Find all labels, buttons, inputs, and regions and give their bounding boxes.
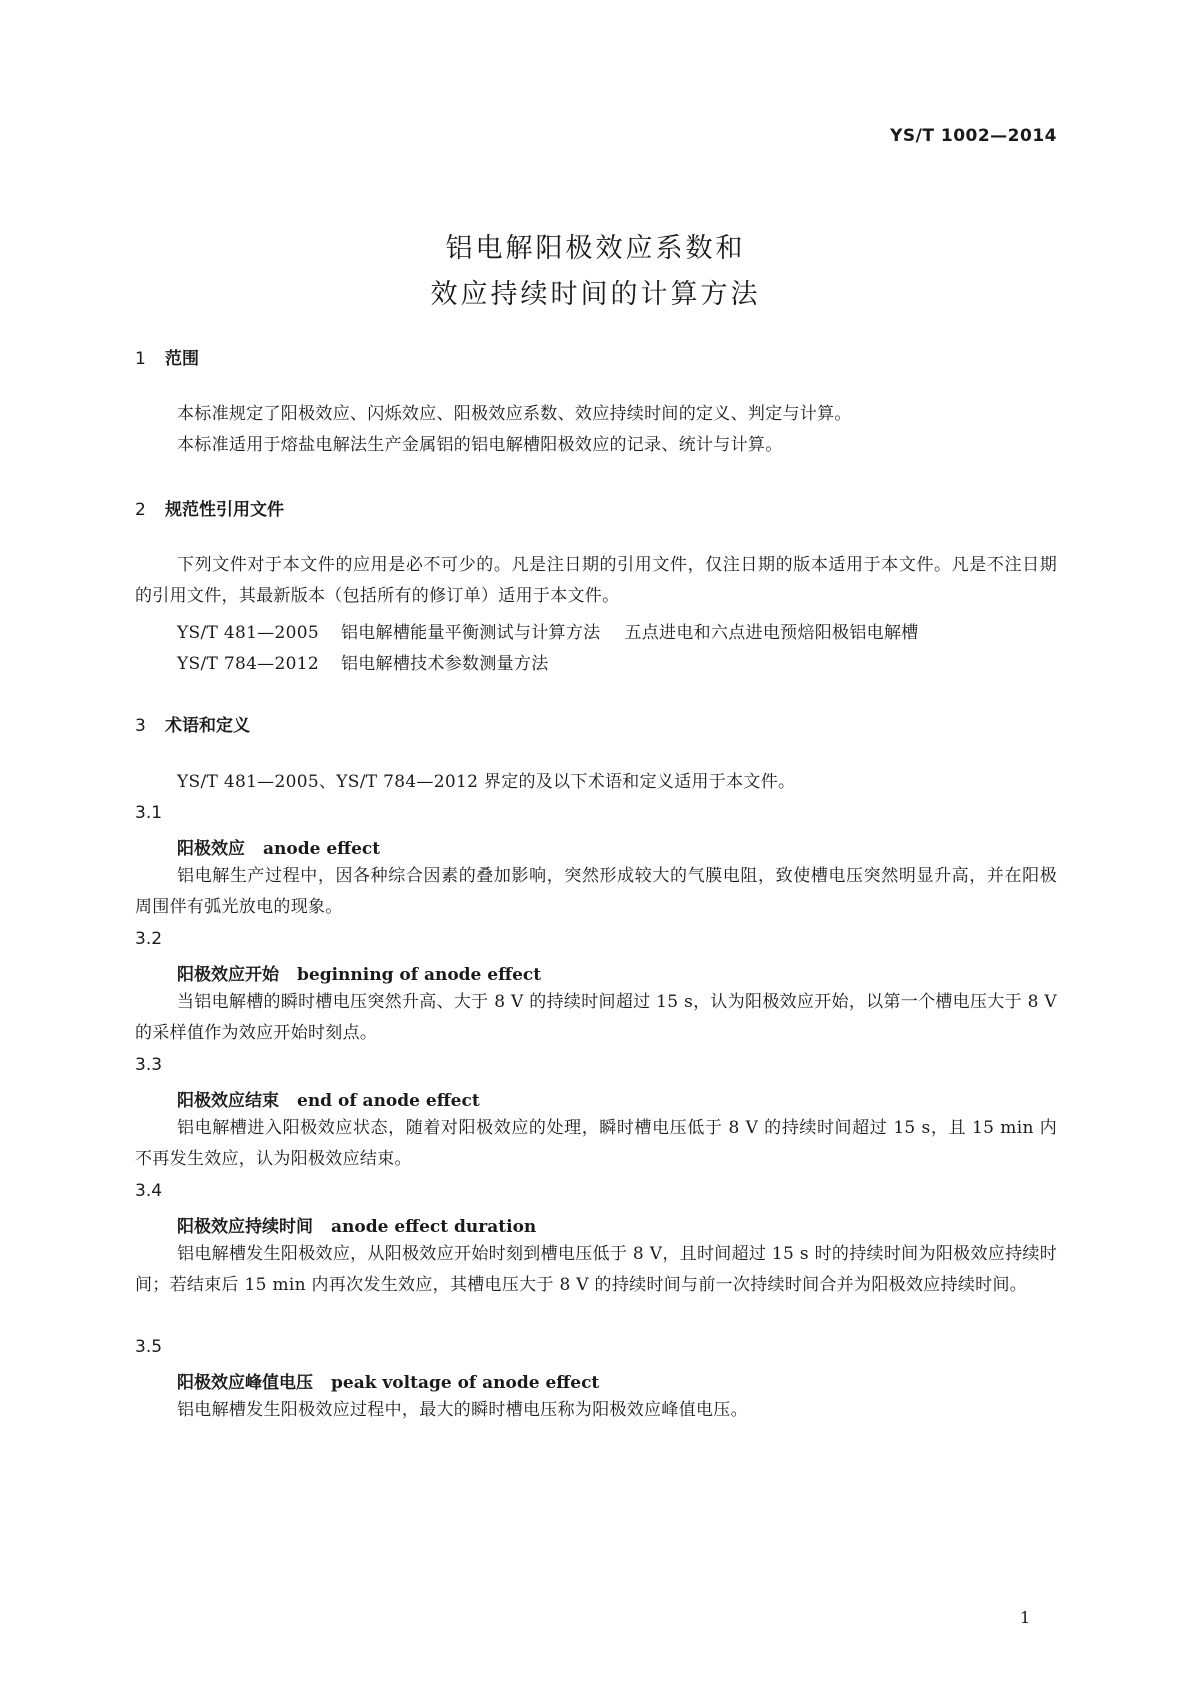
term-en: anode effect — [263, 839, 381, 859]
term-heading — [177, 1086, 480, 1111]
normative-reference — [177, 618, 919, 643]
term-heading — [177, 834, 380, 859]
section-1-heading — [135, 344, 199, 369]
section-title: 范围 — [165, 349, 199, 369]
term-en: peak voltage of anode effect — [331, 1373, 600, 1393]
section-1-paragraph-2: 本标准适用于熔盐电解法生产金属铝的铝电解槽阳极效应的记录、统计与计算。 — [177, 435, 783, 455]
clause-number: 3.1 — [135, 803, 163, 823]
clause-number: 3.5 — [135, 1337, 163, 1357]
page-number: 1 — [1020, 1608, 1031, 1627]
term-definition: 当铝电解槽的瞬时槽电压突然升高、大于 8 V 的持续时间超过 15 s，认为阳极效应开始，以第一个槽电压大于 8 V 的采样值作为效应开始时刻点。 — [135, 992, 1057, 1043]
clause-number: 3.3 — [135, 1055, 163, 1075]
term-en: beginning of anode effect — [297, 965, 542, 985]
term-zh: 阳极效应持续时间 — [177, 1217, 313, 1237]
section-number: 3 — [135, 716, 146, 736]
reference-title: 铝电解槽技术参数测量方法 — [340, 654, 549, 674]
section-2-paragraph-1: 下列文件对于本文件的应用是必不可少的。凡是注日期的引用文件，仅注日期的版本适用于本文件。凡是不注日期的引用文件，其最新版本（包括所有的修订单）适用于本文件。 — [135, 555, 1057, 606]
reference-title: 铝电解槽能量平衡测试与计算方法 — [340, 623, 601, 643]
reference-code: YS/T 481—2005 — [177, 623, 319, 643]
term-heading — [177, 1212, 536, 1237]
section-title: 规范性引用文件 — [165, 500, 284, 520]
section-number: 2 — [135, 500, 146, 520]
term-heading — [177, 960, 541, 985]
normative-reference — [177, 649, 549, 674]
reference-code: YS/T 784—2012 — [177, 654, 319, 674]
term-definition: 铝电解生产过程中，因各种综合因素的叠加影响，突然形成较大的气膜电阻，致使槽电压突然明显升高，并在阳极周围伴有弧光放电的现象。 — [135, 866, 1057, 917]
section-number: 1 — [135, 349, 146, 369]
section-title: 术语和定义 — [165, 716, 250, 736]
term-en: end of anode effect — [297, 1091, 480, 1111]
section-3-heading — [135, 711, 250, 736]
term-definition: 铝电解槽发生阳极效应过程中，最大的瞬时槽电压称为阳极效应峰值电压。 — [177, 1400, 748, 1420]
term-definition: 铝电解槽进入阳极效应状态，随着对阳极效应的处理，瞬时槽电压低于 8 V 的持续时间超过 15 s，且 15 min 内不再发生效应，认为阳极效应结束。 — [135, 1118, 1057, 1169]
reference-subtitle: 五点进电和六点进电预焙阳极铝电解槽 — [624, 623, 919, 643]
standard-number: YS/T 1002—2014 — [890, 126, 1057, 146]
term-zh: 阳极效应结束 — [177, 1091, 279, 1111]
term-zh: 阳极效应开始 — [177, 965, 279, 985]
clause-number: 3.4 — [135, 1181, 163, 1201]
term-zh: 阳极效应峰值电压 — [177, 1373, 313, 1393]
section-3-intro: YS/T 481—2005、YS/T 784—2012 界定的及以下术语和定义适用于本文件。 — [177, 772, 796, 792]
section-2-heading — [135, 495, 284, 520]
section-1-paragraph-1: 本标准规定了阳极效应、闪烁效应、阳极效应系数、效应持续时间的定义、判定与计算。 — [177, 404, 852, 424]
document-title-line-2: 效应持续时间的计算方法 — [430, 279, 761, 310]
document-title-line-1: 铝电解阳极效应系数和 — [445, 233, 746, 264]
term-zh: 阳极效应 — [177, 839, 245, 859]
clause-number: 3.2 — [135, 929, 163, 949]
term-en: anode effect duration — [331, 1217, 537, 1237]
term-heading — [177, 1368, 599, 1393]
term-definition: 铝电解槽发生阳极效应，从阳极效应开始时刻到槽电压低于 8 V，且时间超过 15 s 时的持续时间为阳极效应持续时间；若结束后 15 min 内再次发生效应，其槽电压大于 8 V 的持续时间与前一次持续时间合并为阳极效应持续时间。 — [135, 1244, 1057, 1295]
